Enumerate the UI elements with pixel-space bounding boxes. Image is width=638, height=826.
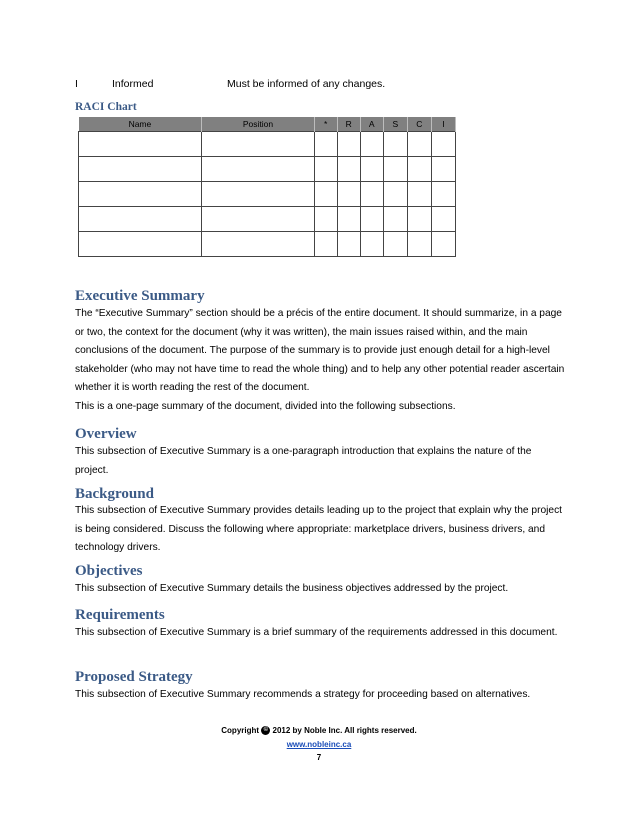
raci-cell[interactable] xyxy=(314,157,337,182)
raci-col-s: S xyxy=(383,117,407,132)
heading-proposed-strategy: Proposed Strategy xyxy=(75,669,193,685)
footer-copyright xyxy=(0,726,638,735)
raci-chart-table xyxy=(78,117,456,257)
copyright-icon: © xyxy=(261,726,270,735)
raci-cell[interactable] xyxy=(202,157,314,182)
raci-row xyxy=(79,207,456,232)
copyright-text: 2012 by Noble Inc. All rights reserved. xyxy=(272,726,417,735)
raci-cell[interactable] xyxy=(383,182,407,207)
raci-col-i: I xyxy=(431,117,455,132)
raci-cell[interactable] xyxy=(431,182,455,207)
raci-cell[interactable] xyxy=(314,132,337,157)
raci-cell[interactable] xyxy=(431,232,455,257)
objectives-paragraph: This subsection of Executive Summary details the business objectives addressed by the project. xyxy=(75,583,509,594)
raci-letter: I xyxy=(75,78,78,90)
raci-cell[interactable] xyxy=(337,207,360,232)
raci-cell[interactable] xyxy=(202,232,314,257)
requirements-paragraph: This subsection of Executive Summary is a brief summary of the requirements addressed in this document. xyxy=(75,627,558,638)
website-link[interactable]: www.nobleinc.ca xyxy=(286,740,352,749)
raci-cell[interactable] xyxy=(337,232,360,257)
raci-cell[interactable] xyxy=(431,207,455,232)
raci-cell[interactable] xyxy=(314,182,337,207)
raci-cell[interactable] xyxy=(314,232,337,257)
raci-cell[interactable] xyxy=(79,207,202,232)
raci-cell[interactable] xyxy=(79,232,202,257)
raci-col-r: R xyxy=(337,117,360,132)
raci-header-row xyxy=(79,117,456,132)
raci-cell[interactable] xyxy=(383,207,407,232)
raci-row xyxy=(79,132,456,157)
raci-row xyxy=(79,182,456,207)
raci-cell[interactable] xyxy=(407,132,431,157)
raci-cell[interactable] xyxy=(337,157,360,182)
raci-cell[interactable] xyxy=(360,182,383,207)
raci-cell[interactable] xyxy=(360,132,383,157)
raci-cell[interactable] xyxy=(360,232,383,257)
raci-cell[interactable] xyxy=(407,182,431,207)
raci-cell[interactable] xyxy=(202,207,314,232)
raci-col-position: Position xyxy=(202,117,314,132)
heading-overview: Overview xyxy=(75,426,137,442)
overview-paragraph: This subsection of Executive Summary is a one-paragraph introduction that explains the nature of the project. xyxy=(75,446,532,476)
raci-cell[interactable] xyxy=(202,182,314,207)
raci-col-a: A xyxy=(360,117,383,132)
raci-cell[interactable] xyxy=(360,157,383,182)
raci-cell[interactable] xyxy=(431,132,455,157)
raci-cell[interactable] xyxy=(79,157,202,182)
raci-row xyxy=(79,157,456,182)
raci-cell[interactable] xyxy=(407,232,431,257)
heading-background: Background xyxy=(75,486,154,502)
proposed-strategy-paragraph: This subsection of Executive Summary recommends a strategy for proceeding based on alternatives. xyxy=(75,689,531,700)
raci-chart-title: RACI Chart xyxy=(75,101,137,113)
raci-cell[interactable] xyxy=(383,157,407,182)
raci-cell[interactable] xyxy=(337,182,360,207)
raci-cell[interactable] xyxy=(431,157,455,182)
raci-cell[interactable] xyxy=(407,207,431,232)
raci-cell[interactable] xyxy=(337,132,360,157)
raci-cell[interactable] xyxy=(79,132,202,157)
raci-col-star: * xyxy=(314,117,337,132)
raci-row xyxy=(79,232,456,257)
raci-role: Informed xyxy=(112,78,154,90)
copyright-prefix: Copyright xyxy=(221,726,260,735)
raci-cell[interactable] xyxy=(314,207,337,232)
raci-cell[interactable] xyxy=(360,207,383,232)
raci-description: Must be informed of any changes. xyxy=(227,78,386,90)
executive-summary-paragraph-1: The “Executive Summary” section should be a précis of the entire document. It should summarize, in a page or two, the context for the document (why it was written), the main issues raised within, and the main conclusions of the document. The purpose of the summary is to provide just enough detail for a high-level stakeholder (who may not have time to read the whole thing) and to help any other potential reader ascertain whether it is worth reading the rest of the document. xyxy=(75,308,565,394)
heading-objectives: Objectives xyxy=(75,563,143,579)
executive-summary-paragraph-2: This is a one-page summary of the document, divided into the following subsections. xyxy=(75,401,456,412)
raci-cell[interactable] xyxy=(202,132,314,157)
background-paragraph: This subsection of Executive Summary provides details leading up to the project that explain why the project is being considered. Discuss the following where appropriate: marketplace drivers, business drivers, and technology drivers. xyxy=(75,505,562,554)
raci-col-c: C xyxy=(407,117,431,132)
heading-requirements: Requirements xyxy=(75,607,165,623)
raci-col-name: Name xyxy=(79,117,202,132)
raci-cell[interactable] xyxy=(383,232,407,257)
heading-executive-summary: Executive Summary xyxy=(75,288,205,304)
raci-cell[interactable] xyxy=(383,132,407,157)
page-number: 7 xyxy=(316,753,322,762)
footer-website-line xyxy=(0,740,638,749)
raci-cell[interactable] xyxy=(79,182,202,207)
raci-cell[interactable] xyxy=(407,157,431,182)
